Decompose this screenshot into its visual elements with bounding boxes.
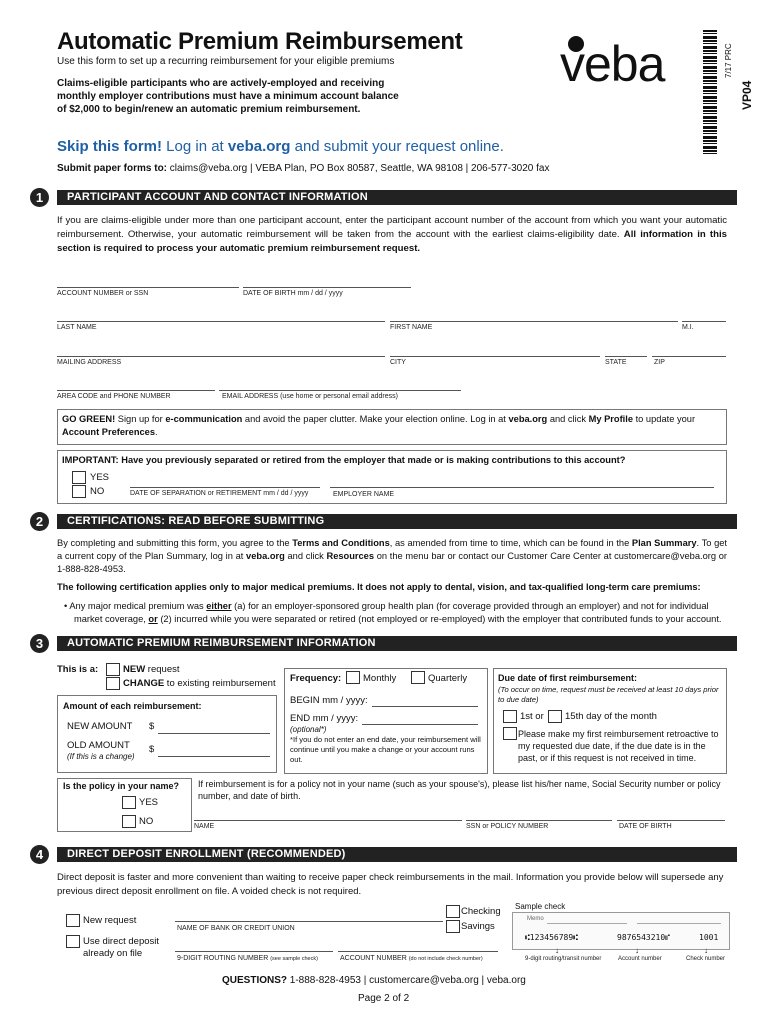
this-is-label: This is a: — [57, 664, 99, 675]
arrow-check-icon: ↓ — [704, 946, 708, 955]
label-phone: AREA CODE and PHONE NUMBER — [57, 393, 171, 400]
section-header-1: PARTICIPANT ACCOUNT AND CONTACT INFORMATION — [57, 190, 737, 205]
barcode-icon — [703, 30, 717, 156]
go-green-text: GO GREEN! Sign up for e-communication and avoid the paper clutter. Make your election online. Log in at veba.org and click My Profile to update your Account Preferences. — [62, 414, 696, 437]
new-request-label: NEW request — [123, 664, 180, 675]
policy-no-checkbox[interactable] — [122, 815, 136, 828]
skip-form-banner: Skip this form! Log in at veba.org and submit your request online. — [57, 138, 504, 155]
separated-yes-checkbox[interactable] — [72, 471, 86, 484]
label-mi: M.I. — [682, 324, 694, 331]
old-amount-label: OLD AMOUNT — [67, 740, 130, 751]
label-state: STATE — [605, 359, 627, 366]
veba-logo: veba — [560, 36, 665, 92]
label-zip: ZIP — [654, 359, 665, 366]
label-account: ACCOUNT NUMBER or SSN — [57, 290, 149, 297]
frequency-label: Frequency: — [290, 673, 342, 684]
first-day-checkbox[interactable] — [503, 710, 517, 723]
fifteenth-day-checkbox[interactable] — [548, 710, 562, 723]
label-bank: NAME OF BANK OR CREDIT UNION — [177, 925, 295, 932]
sample-check-label: Sample check — [515, 902, 566, 911]
label-mailing: MAILING ADDRESS — [57, 359, 122, 366]
end-label: END mm / yyyy: — [290, 713, 359, 724]
section1-intro: If you are claims-eligible under more than one participant account, enter the participant account number of the account from which you want your automatic reimbursement. Otherwise, your automatic reimbursement will be taken from the account with the earliest claims-eligibility date. All information in this section is required to process your automatic premium reimbursement request. — [57, 215, 727, 254]
label-last-name: LAST NAME — [57, 324, 97, 331]
label-city: CITY — [390, 359, 406, 366]
section-header-3: AUTOMATIC PREMIUM REIMBURSEMENT INFORMATION — [57, 636, 737, 651]
label-yes: YES — [90, 472, 110, 483]
begin-label: BEGIN mm / yyyy: — [290, 695, 368, 706]
end-note: *If you do not enter an end date, your reimbursement will continue until you make a change or your account runs out. — [290, 735, 481, 764]
new-request-checkbox[interactable] — [106, 663, 120, 676]
retroactive-label: Please make my first reimbursement retroactive to my requested due date, if the due date is in the past, or if this request is not received in time. — [518, 729, 719, 763]
label-account: ACCOUNT NUMBER (do not include check number) — [340, 955, 483, 962]
policy-question: Is the policy in your name? — [63, 781, 180, 791]
form-code: VP04 — [740, 80, 754, 110]
form-subtitle: Use this form to set up a recurring reimbursement for your eligible premiums — [57, 56, 395, 67]
use-existing-dd-checkbox[interactable] — [66, 935, 80, 948]
page-number: Page 2 of 2 — [358, 993, 410, 1004]
section-header-4: DIRECT DEPOSIT ENROLLMENT (RECOMMENDED) — [57, 847, 737, 862]
policy-note: If reimbursement is for a policy not in your name (such as your spouse's), please list his/her name, Social Security number or policy number, and date of birth. — [198, 779, 721, 801]
label-employer: EMPLOYER NAME — [333, 491, 395, 498]
certification-text: By completing and submitting this form, you agree to the Terms and Conditions, as amended from time to time, which can be found in the Plan Summary. To get a current copy of the Plan Summary, log in at veba.org and click Resources on the menu bar or contact our Customer Care Center at customercare@veba.org or 1-888-828-4953. — [57, 538, 728, 574]
veba-link[interactable]: veba.org — [227, 138, 291, 155]
label-separation-date: DATE OF SEPARATION or RETIREMENT mm / dd / yyyy — [130, 490, 309, 497]
label-no: NO — [90, 486, 105, 497]
form-code-small: 7/17 PRC — [724, 43, 733, 78]
label-email: EMAIL ADDRESS (use home or personal email address) — [222, 393, 398, 400]
label-first-name: FIRST NAME — [390, 324, 433, 331]
new-request-dd-checkbox[interactable] — [66, 914, 80, 927]
retroactive-checkbox[interactable] — [503, 727, 517, 740]
arrow-account-icon: ↓ — [635, 946, 639, 955]
section-number-2: 2 — [30, 512, 49, 531]
label-dob: DATE OF BIRTH mm / dd / yyyy — [243, 290, 343, 297]
new-amount-label: NEW AMOUNT — [67, 721, 133, 732]
arrow-routing-icon: ↓ — [555, 946, 559, 955]
footer-contact: QUESTIONS? 1-888-828-4953 | customercare@veba.org | veba.org — [222, 975, 526, 986]
submit-info: Submit paper forms to: claims@veba.org | VEBA Plan, PO Box 80587, Seattle, WA 98108 | 206-577-3020 fax — [57, 163, 550, 174]
monthly-checkbox[interactable] — [346, 671, 360, 684]
important-question: IMPORTANT: Have you previously separated or retired from the employer that made or is making contributions to this account? — [62, 455, 626, 465]
savings-checkbox[interactable] — [446, 920, 460, 933]
eligibility-note: Claims-eligible participants who are actively-employed and receiving monthly employer contributions must have a minimum account balance of $2,000 to begin/renew an automatic premium reimbursement. — [57, 78, 399, 115]
section-header-2: CERTIFICATIONS: READ BEFORE SUBMITTING — [57, 514, 737, 529]
sample-check-image: Memo ⑆123456789⑆ 9876543210⑈ 1001 — [512, 912, 730, 950]
section-number-3: 3 — [30, 634, 49, 653]
due-heading: Due date of first reimbursement: — [498, 673, 638, 683]
section-number-4: 4 — [30, 845, 49, 864]
policy-yes-checkbox[interactable] — [122, 796, 136, 809]
checking-checkbox[interactable] — [446, 905, 460, 918]
change-request-checkbox[interactable] — [106, 677, 120, 690]
certification-applies: The following certification applies only to major medical premiums. It does not apply to dental, vision, and tax-qualified long-term care premiums: — [57, 582, 701, 592]
form-title: Automatic Premium Reimbursement — [57, 28, 463, 55]
amount-heading: Amount of each reimbursement: — [63, 701, 202, 711]
quarterly-checkbox[interactable] — [411, 671, 425, 684]
direct-deposit-intro: Direct deposit is faster and more convenient than waiting to receive paper check reimbursements in the mail. Information you provide below will supersede any previous direct deposit enrollment on file. A voided check is not required. — [57, 872, 724, 897]
label-routing: 9-DIGIT ROUTING NUMBER (see sample check) — [177, 955, 318, 962]
section-number-1: 1 — [30, 188, 49, 207]
separated-no-checkbox[interactable] — [72, 485, 86, 498]
certification-bullet: • Any major medical premium was either (a) for an employer-sponsored group health plan (for coverage provided through an employer) and not for individual market coverage, or (2) incurred while you were separated or retired (not employed or re-employed) with the employer that contributed funds to your account. — [64, 601, 722, 624]
change-request-label: CHANGE to existing reimbursement — [123, 678, 276, 689]
